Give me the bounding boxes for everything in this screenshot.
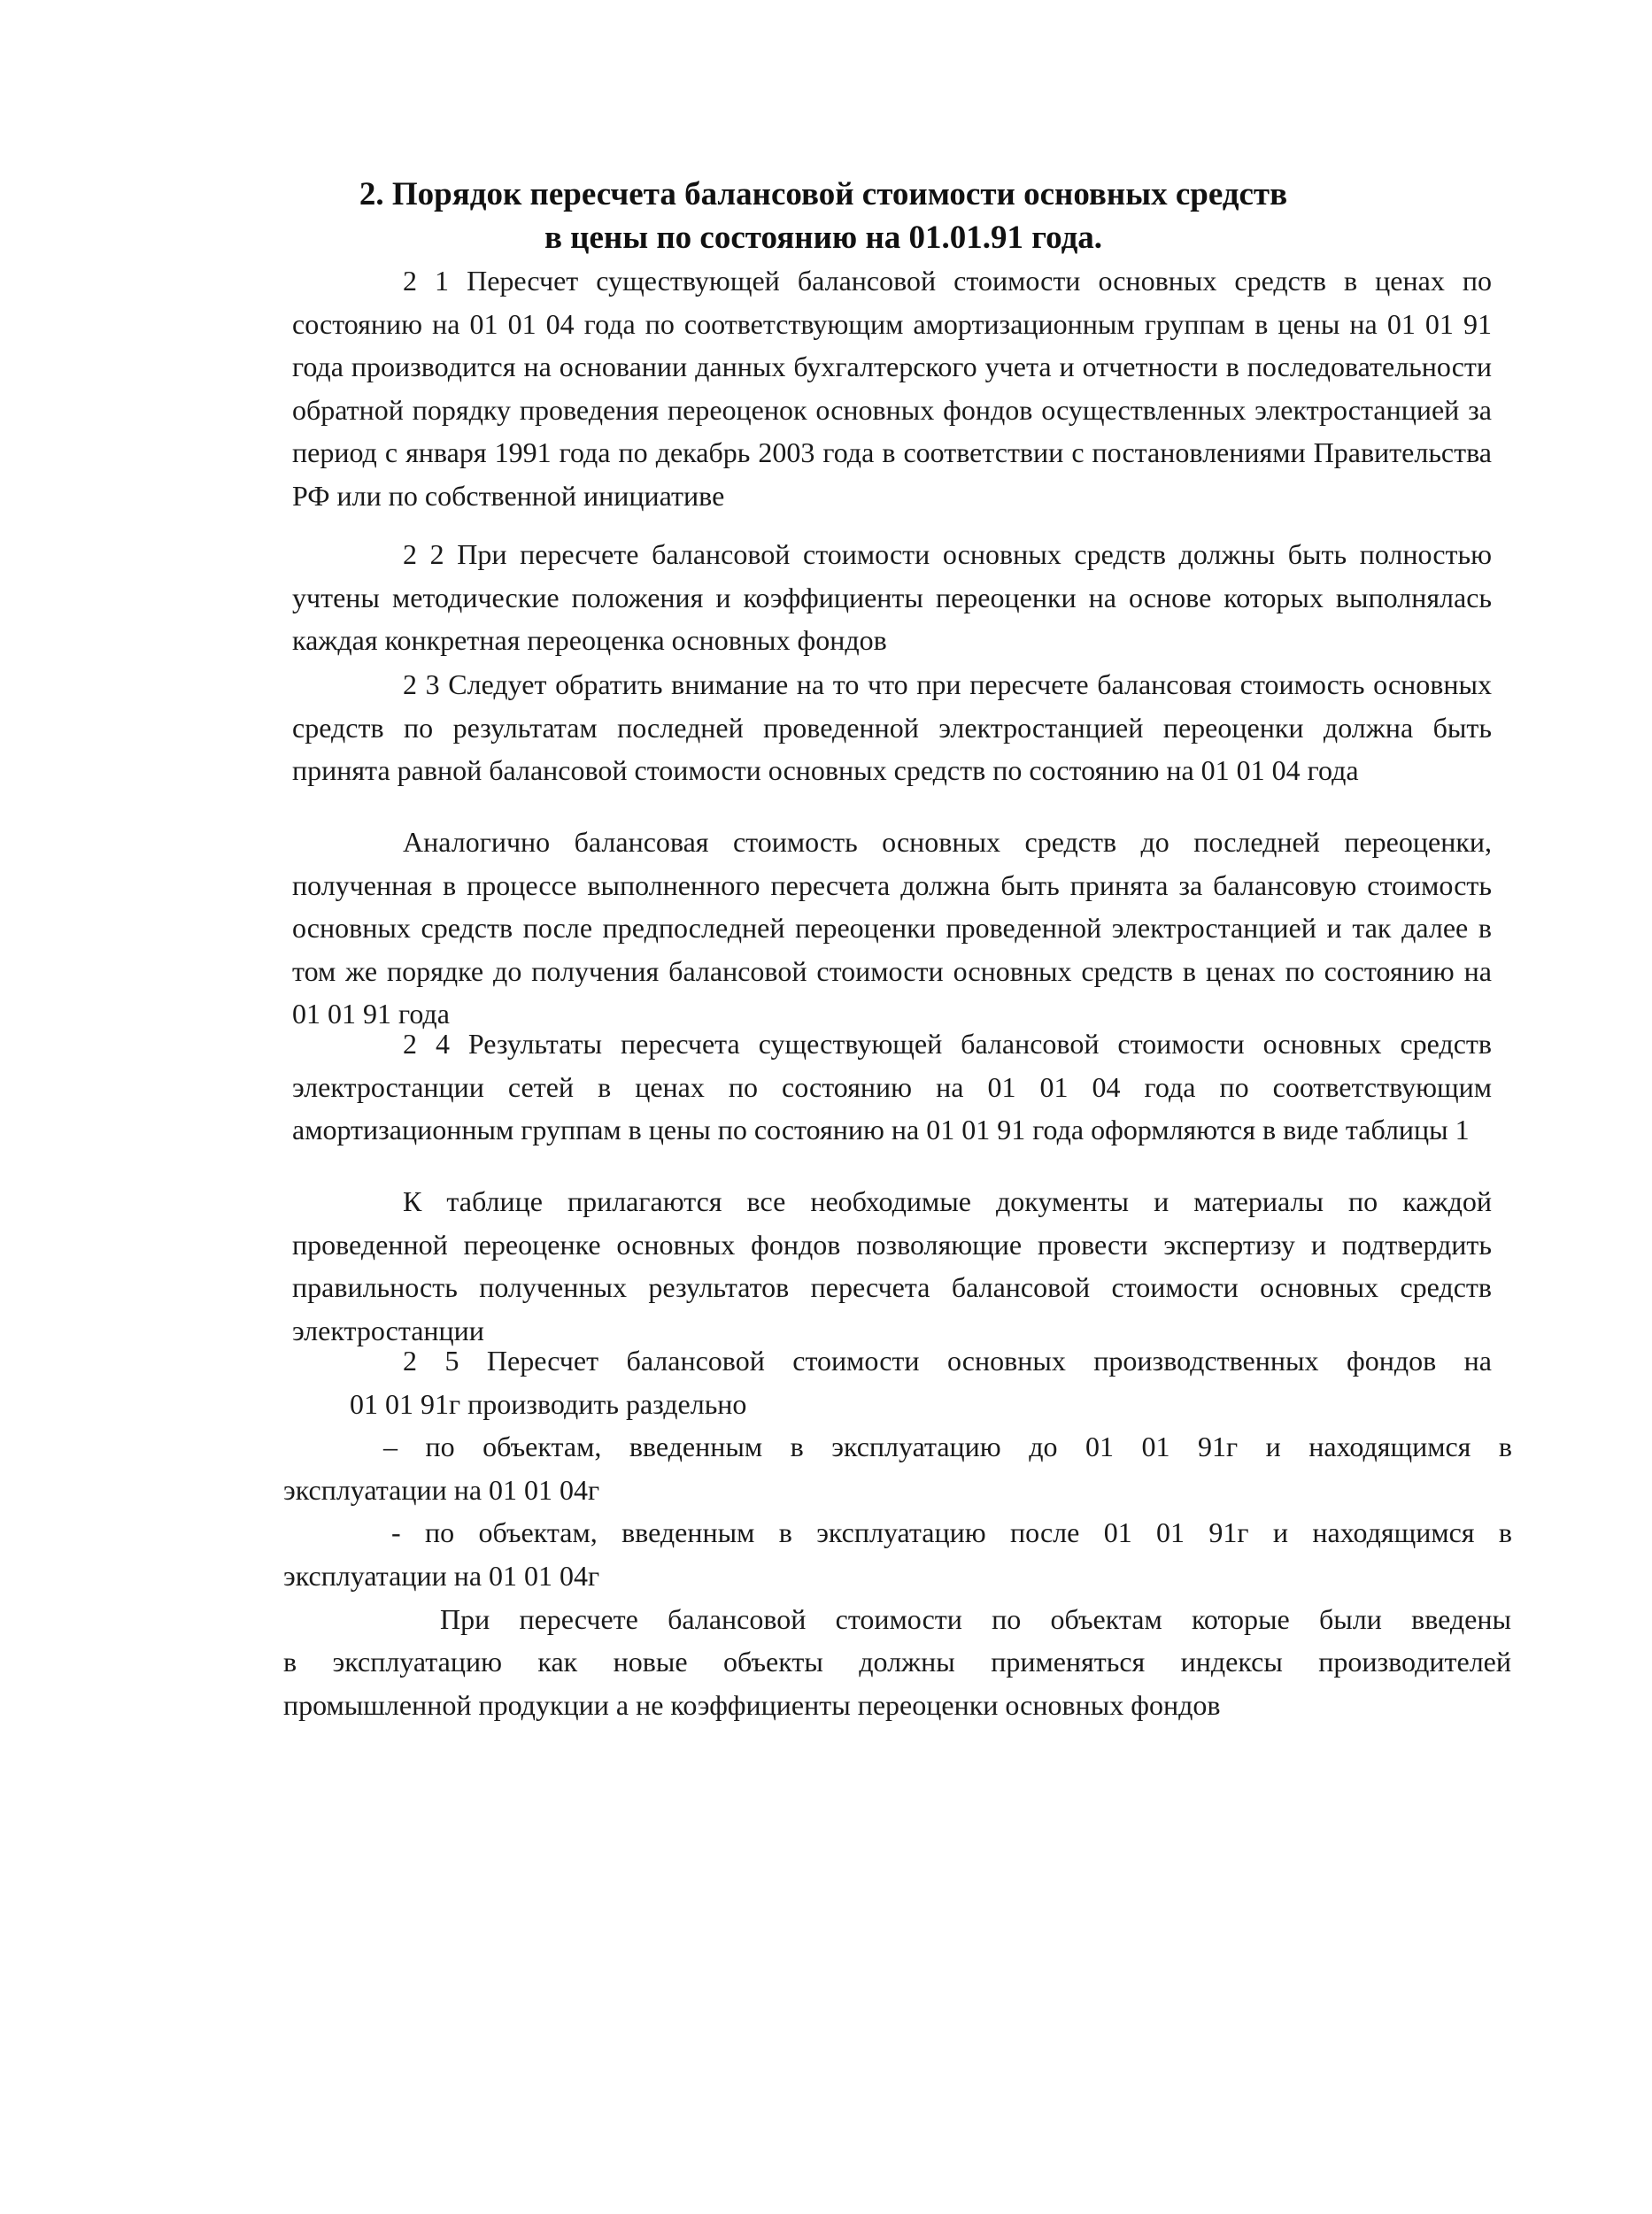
bullet-1-line1: – по объектам, введенным в эксплуатацию до 01 01 91г и находящимся в <box>383 1431 1512 1462</box>
section-title-line2: в цены по состоянию на 01.01.91 года. <box>544 220 1103 256</box>
final-line1: При пересчете балансовой стоимости по объектам которые были введены <box>440 1603 1511 1635</box>
bullet-1-line2: эксплуатации на 01 01 04г <box>283 1474 600 1506</box>
paragraph-2-4: 2 4 Результаты пересчета существующей балансовой стоимости основных средств электростанции сетей в ценах по состоянию на 01 01 04 года по соответствующим амортизационным группам в цены по состоянию на 01 01 91 года оформляются в виде таблицы 1 <box>292 1028 1492 1146</box>
final-line3: промышленной продукции а не коэффициенты переоценки основных фондов <box>283 1689 1221 1721</box>
paragraph-2-5-line1: 2 5 Пересчет балансовой стоимости основных производственных фондов на <box>403 1345 1492 1377</box>
paragraph-2-1: 2 1 Пересчет существующей балансовой стоимости основных средств в ценах по состоянию на 01 01 04 года по соответствующим амортизационным группам в цены на 01 01 91 года производится на основании данных бухгалтерского учета и отчетности в последовательности обратной порядку проведения переоценок основных фондов осуществленных электростанцией за период с января 1991 года по декабрь 2003 года в соответствии с постановлениями Правительства РФ или по собственной инициативе <box>292 265 1492 512</box>
paragraph-2-2: 2 2 При пересчете балансовой стоимости основных средств должны быть полностью учтены методические положения и коэффициенты переоценки на основе которых выполнялась каждая конкретная переоценка основных фондов <box>292 538 1492 656</box>
bullet-2-line1: - по объектам, введенным в эксплуатацию после 01 01 91г и находящимся в <box>391 1516 1512 1548</box>
paragraph-2-4-continued: К таблице прилагаются все необходимые документы и материалы по каждой проведенной переоценке основных фондов позволяющие провести экспертизу и подтвердить правильность полученных результатов пересчета балансовой стоимости основных средств электростанции <box>292 1185 1492 1346</box>
paragraph-2-5-line2: 01 01 91г производить раздельно <box>350 1388 747 1420</box>
section-title-line1: 2. Порядок пересчета балансовой стоимости основных средств <box>359 176 1288 212</box>
final-line2: в эксплуатацию как новые объекты должны применяться индексы производителей <box>283 1646 1511 1678</box>
paragraph-2-3-continued: Аналогично балансовая стоимость основных средств до последней переоценки, полученная в процессе выполненного пересчета должна быть принята за балансовую стоимость основных средств после предпоследней переоценки проведенной электростанцией и так далее в том же порядке до получения балансовой стоимости основных средств в ценах по состоянию на 01 01 91 года <box>292 826 1492 1030</box>
bullet-2-line2: эксплуатации на 01 01 04г <box>283 1560 600 1592</box>
paragraph-2-3: 2 3 Следует обратить внимание на то что при пересчете балансовая стоимость основных средств по результатам последней проведенной электростанцией переоценки должна быть принята равной балансовой стоимости основных средств по состоянию на 01 01 04 года <box>292 668 1492 786</box>
